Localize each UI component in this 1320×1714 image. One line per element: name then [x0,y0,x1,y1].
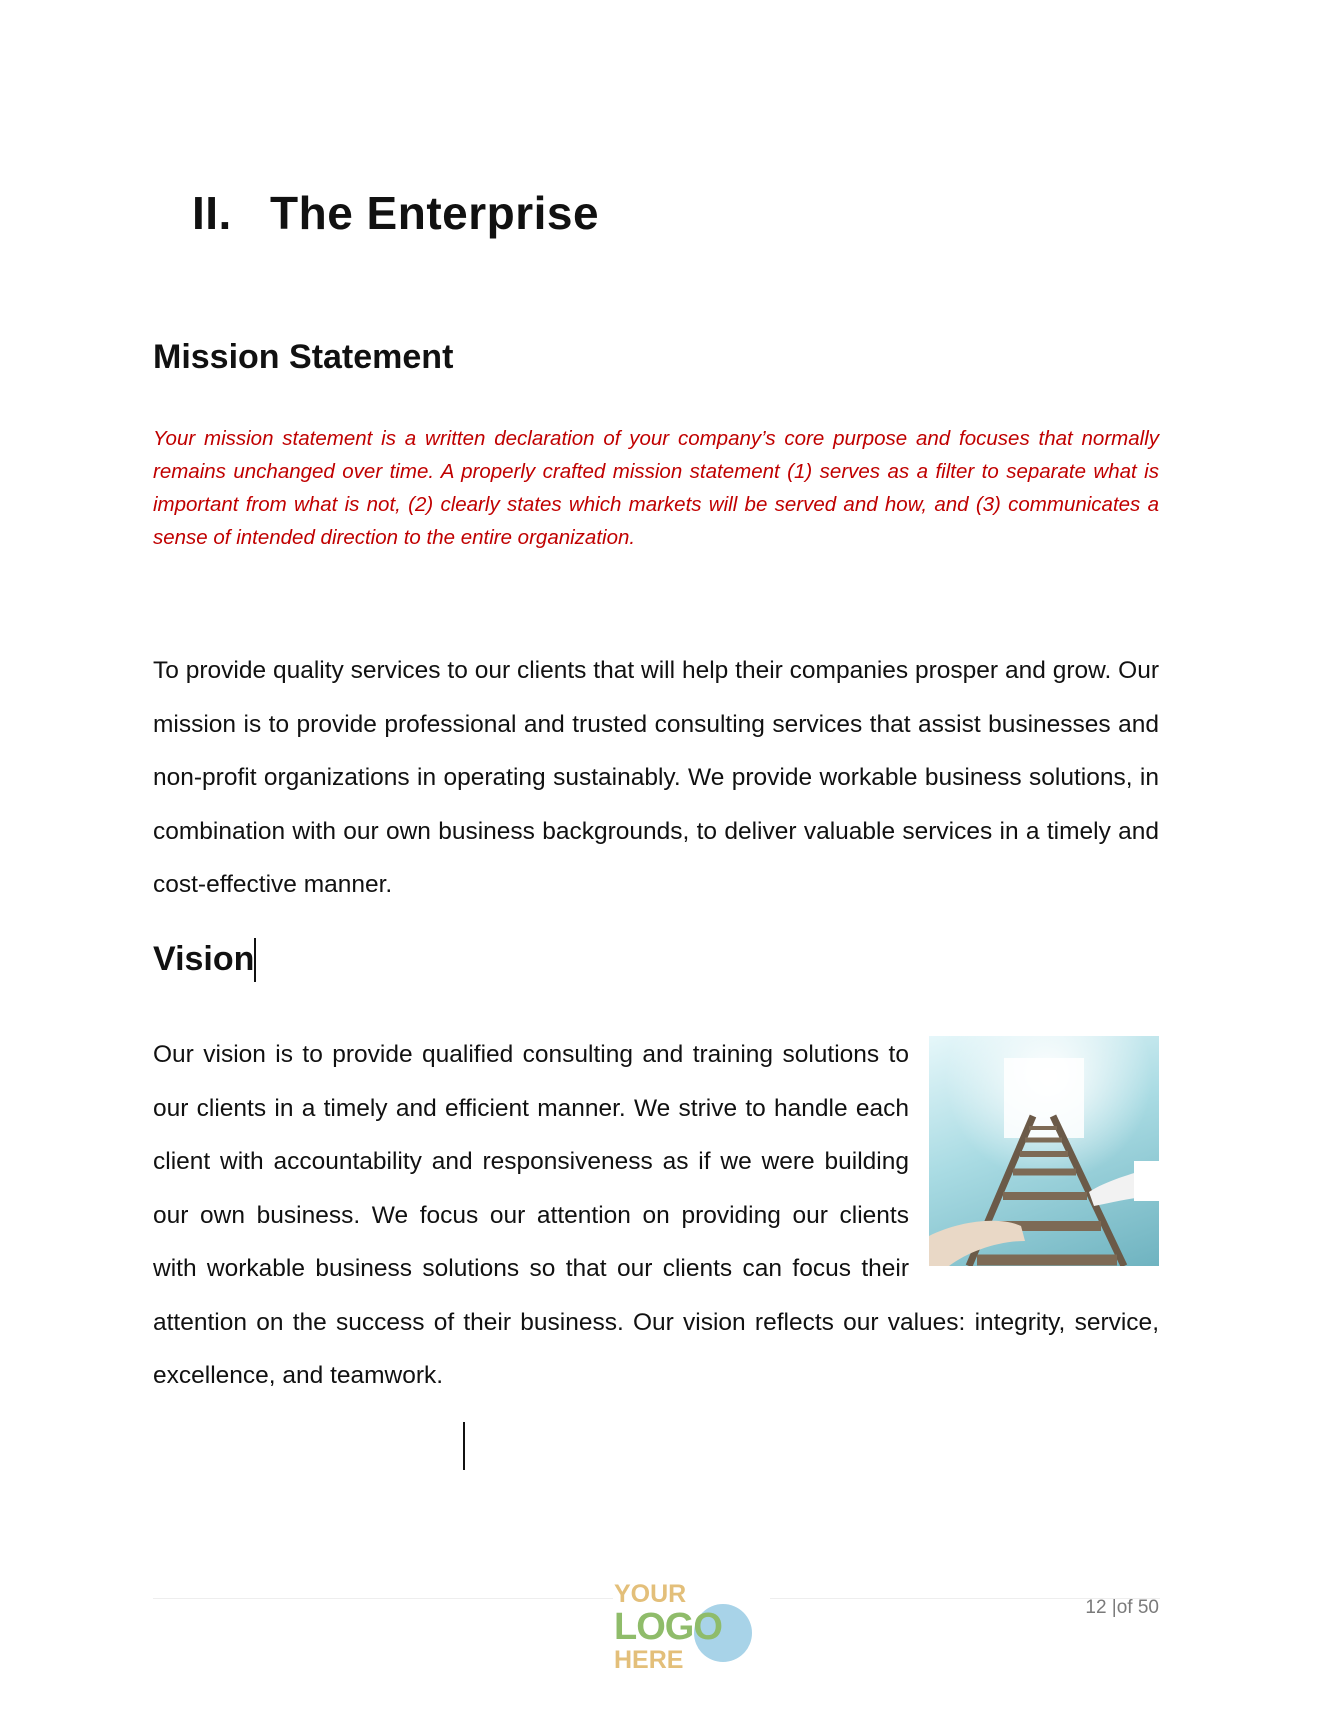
page-total: |of 50 [1111,1597,1159,1618]
logo-text-top: YOUR [614,1580,687,1608]
page-current: 12 [1085,1597,1107,1618]
footer-divider [153,1598,613,1599]
company-logo [600,1580,760,1680]
page-number [1085,1597,1159,1619]
text-cursor [254,938,256,982]
ladder-hands-image [929,1036,1159,1266]
logo-text-middle: LOGO [614,1606,722,1648]
mission-guidance-text: Your mission statement is a written declaration of your company’s core purpose and focuses that normally remains unchanged over time. A properly crafted mission statement (1) serves as a filter to separate what is important from what is not, (2) clearly states which markets will be served and how, and (3) communicates a sense of intended direction to the entire organization. [153,427,1159,549]
logo-text-bottom: HERE [614,1646,684,1674]
chapter-title-text: The Enterprise [270,187,600,239]
chapter-number: II. [192,187,232,239]
text-cursor [463,1422,465,1470]
vision-body-text[interactable]: Our vision is to provide qualified consulting and training solutions to our clients in a timely and efficient manner. We strive to handle each client with accountability and responsiveness as if we were building our own business. We focus our attention on providing our clients with workable business solutions so that our clients can focus their attention on the success of their business. Our vision reflects our values: integrity, service, excellence, and teamwork. [153,1041,1159,1389]
vision-section [153,1028,1159,1403]
vision-heading: Vision [153,940,255,978]
chapter-title [192,186,599,240]
mission-body-text[interactable]: To provide quality services to our clients that will help their companies prosper and grow. Our mission is to provide professional and trusted consulting services that assist businesses and non-profit organizations in operating sustainably. We provide workable business solutions, in combination with our own business backgrounds, to deliver valuable services in a timely and cost-effective manner. [153,657,1159,898]
mission-heading: Mission Statement [153,338,454,376]
